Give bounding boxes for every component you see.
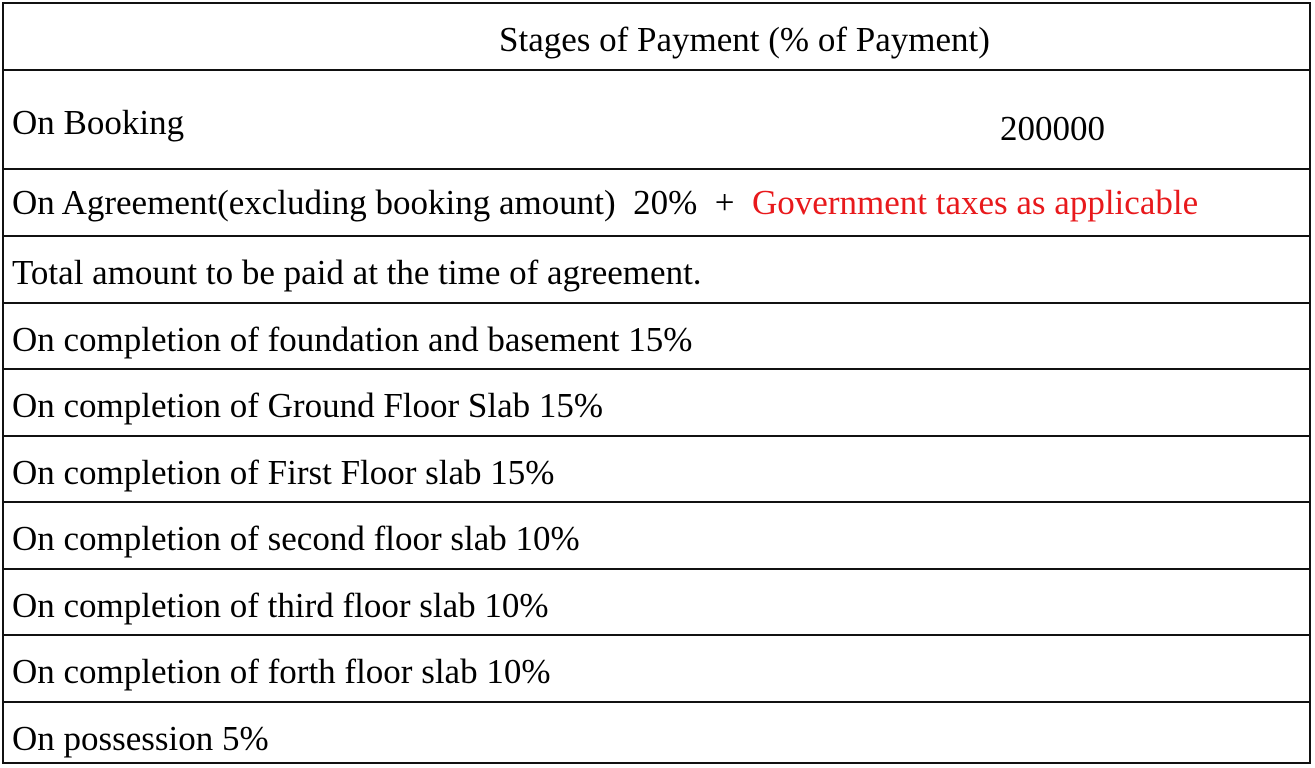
agreement-label: On Agreement(excluding booking amount) [12,183,616,222]
table-row [4,636,1309,703]
row-text: Total amount to be paid at the time of agreement. [12,253,702,292]
row-text: On completion of Ground Floor Slab 15% [12,386,604,425]
agreement-plus: + [714,183,735,222]
table-row [4,237,1309,304]
table-row [4,437,1309,503]
table-row [4,570,1309,636]
booking-label: On Booking [12,103,185,142]
agreement-row [4,170,1309,237]
table-row [4,503,1309,570]
table-row [4,304,1309,370]
row-text: On completion of second floor slab 10% [12,519,580,558]
booking-row [4,71,1309,170]
booking-amount: 200000 [1000,109,1105,148]
payment-stages-table [2,2,1311,764]
table-header-row [4,4,1309,71]
row-text: On possession 5% [12,719,269,758]
agreement-text [12,185,1198,220]
table-title: Stages of Payment (% of Payment) [499,20,990,59]
row-text: On completion of First Floor slab 15% [12,453,555,492]
row-text: On completion of third floor slab 10% [12,586,549,625]
row-text: On completion of foundation and basement 15% [12,320,693,359]
agreement-percent: 20% [633,183,698,222]
agreement-taxes: Government taxes as applicable [752,183,1199,222]
table-row [4,703,1309,762]
table-row [4,370,1309,437]
row-text: On completion of forth floor slab 10% [12,652,551,691]
